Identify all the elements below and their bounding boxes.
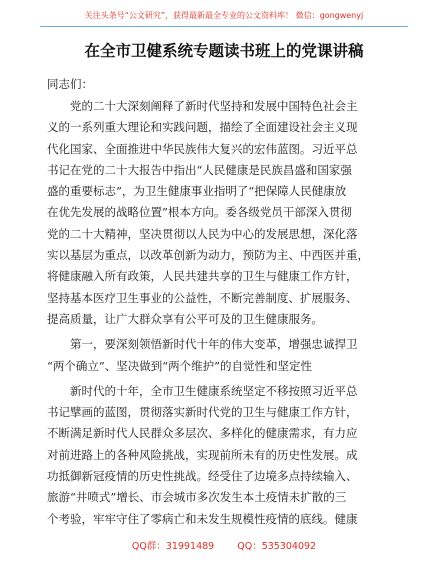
salutation: 同志们： <box>47 77 93 91</box>
text-line: 不断满足新时代人民群众多层次、多样化的健康需求，有力应 <box>47 426 358 441</box>
paragraph-1 <box>47 96 403 330</box>
text-line: 书记在党的二十大报告中指出“人民健康是民族昌盛和国家强 <box>47 162 352 177</box>
footer-qq: QQ：535304092 <box>237 541 317 552</box>
text-line: 盛的重要标志”，为卫生健康事业指明了“把保障人民健康放 <box>47 184 347 199</box>
text-line: 代化国家、全面推进中华民族伟大复兴的宏伟蓝图。习近平总 <box>47 141 358 156</box>
text-line: 对前进路上的各种风险挑战，实现前所未有的历史性发展。成 <box>47 447 358 462</box>
text-line: 坚持基本医疗卫生事业的公益性，不断完善制度、扩展服务、 <box>47 290 358 305</box>
footer-contact <box>0 540 448 554</box>
text-line: 党的二十大深刻阐释了新时代坚持和发展中国特色社会主 <box>70 99 358 113</box>
text-line: 提高质量，让广大群众享有公平可及的卫生健康服务。 <box>47 311 323 326</box>
promo-banner: 关注头条号“公文研究”，获得最新最全专业的公文资料库！ 微信：gongwenyj <box>40 6 408 27</box>
document-title: 在全市卫健系统专题读书班上的党课讲稿 <box>84 42 364 60</box>
text-line: 旅游“井喷式”增长、市会城市多次发生本土疫情未扩散的三 <box>47 490 347 505</box>
text-line: 在优先发展的战略位置”根本方向。委各级党员干部深入贯彻 <box>47 205 352 220</box>
text-line: 新时代的十年，全市卫生健康系统坚定不移按照习近平总 <box>70 383 358 398</box>
text-line: 实以基层为重点，以改革创新为动力，预防为主、中西医并重， <box>47 248 369 263</box>
paragraph-2-heading <box>47 334 403 377</box>
text-line: 第一，要深刻领悟新时代十年的伟大变革，增强忠诚捍卫 <box>70 337 358 352</box>
text-line: 将健康融入所有政策，人民共建共享的卫生与健康工作方针， <box>47 269 358 284</box>
text-line: 功抵御新冠疫情的历史性挑战。经受住了边境多点持续输入、 <box>47 469 358 484</box>
text-line: 义的一系列重大理论和实践问题，描绘了全面建设社会主义现 <box>47 120 358 135</box>
text-line: 党的二十大精神，坚决贯彻以人民为中心的发展思想，深化落 <box>47 226 358 241</box>
text-line: 书记擘画的蓝图，贯彻落实新时代党的卫生与健康工作方针， <box>47 405 358 420</box>
footer-qq-group: QQ群：31991489 <box>131 541 215 552</box>
text-line: “两个确立”、坚决做到“两个维护”的自觉性和坚定性 <box>47 358 313 373</box>
text-line: 个考验，牢牢守住了零病亡和未发生规模性疫情的底线。健康 <box>47 511 358 526</box>
paragraph-3 <box>47 381 403 530</box>
document-body <box>47 74 403 534</box>
